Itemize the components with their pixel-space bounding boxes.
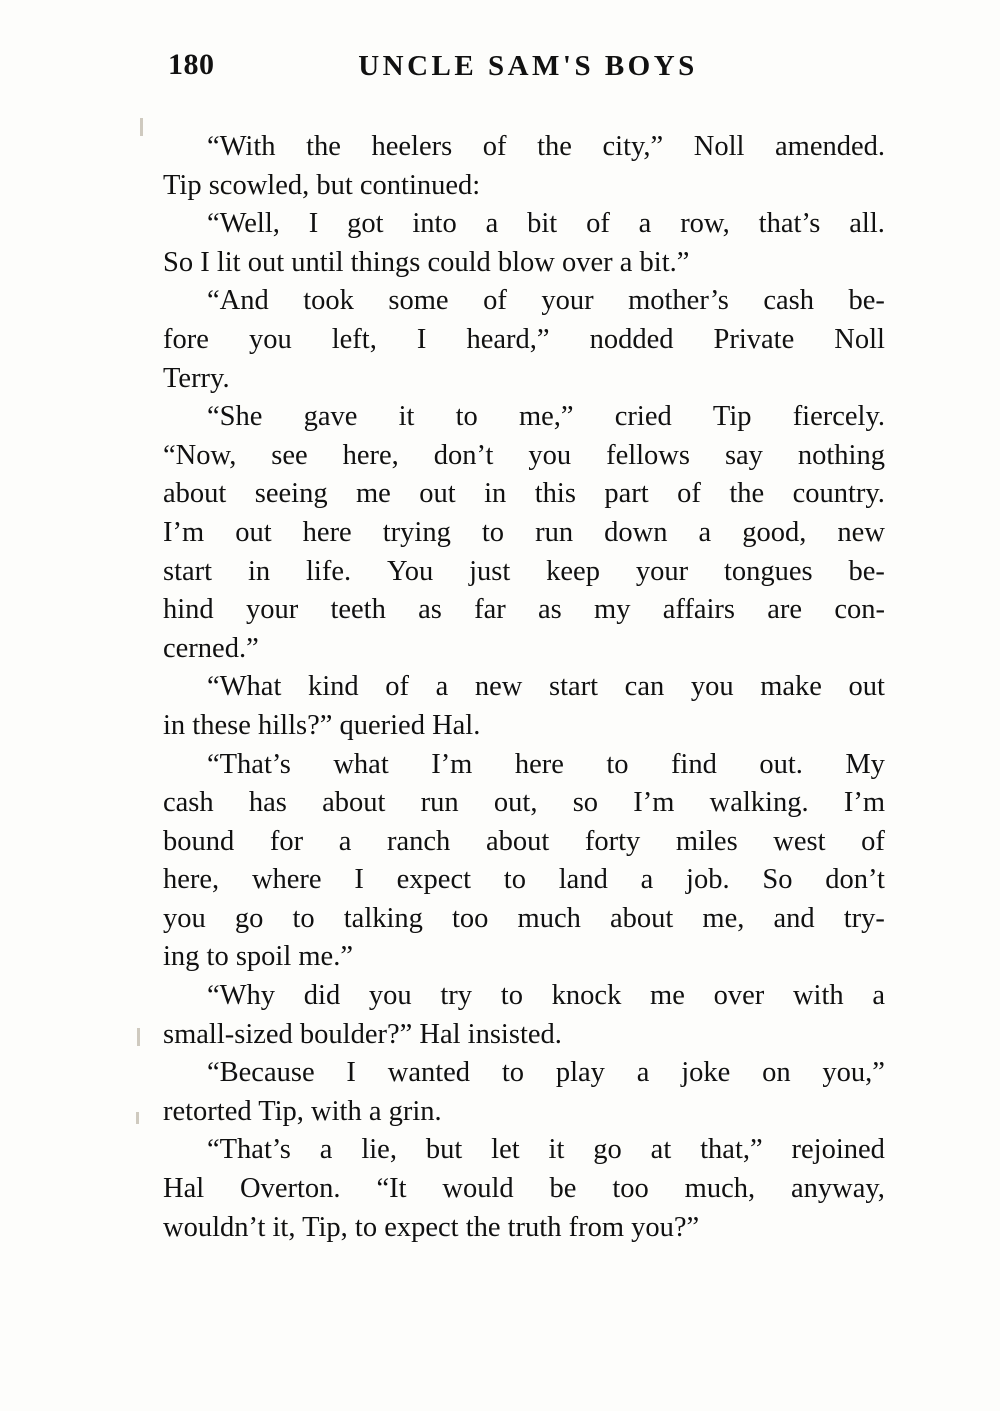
text-line: cerned.” [163,632,259,664]
text-line: Terry. [163,362,230,394]
page-body [163,128,885,1247]
text-line: “What kind of a new start can you make out [207,671,885,703]
text-line: “She gave it to me,” cried Tip fiercely. [207,401,885,433]
text-line: “Well, I got into a bit of a row, that’s all. [207,208,885,240]
text-line: “That’s what I’m here to find out. My [207,748,885,780]
text-line: So I lit out until things could blow over a bit.” [163,246,690,278]
text-line: wouldn’t it, Tip, to expect the truth from you?” [163,1211,700,1243]
paragraph [163,1131,885,1247]
margin-speck-top [140,118,143,136]
text-line: you go to talking too much about me, and try- [163,902,885,934]
text-line: Hal Overton. “It would be too much, anyway, [163,1173,885,1205]
text-line: hind your teeth as far as my affairs are con- [163,594,885,626]
paragraph [163,977,885,1054]
text-line: “That’s a lie, but let it go at that,” rejoined [207,1134,885,1166]
text-line: about seeing me out in this part of the country. [163,478,885,510]
page-header [168,48,888,92]
text-line: “Because I wanted to play a joke on you,” [207,1057,885,1089]
page-number: 180 [168,48,215,81]
text-line: “With the heelers of the city,” Noll amended. [207,131,885,162]
text-line: cash has about run out, so I’m walking. I’m [163,787,885,819]
margin-speck-mid [137,1028,140,1046]
text-line: fore you left, I heard,” nodded Private Noll [163,323,885,355]
paragraph [163,128,885,205]
text-line: Tip scowled, but continued: [163,169,481,201]
text-line: bound for a ranch about forty miles west of [163,825,885,857]
text-line: I’m out here trying to run down a good, new [163,516,885,548]
paragraph [163,1054,885,1131]
paragraph [163,282,885,398]
text-line: “Now, see here, don’t you fellows say nothing [163,439,885,471]
paragraph [163,205,885,282]
text-line: in these hills?” queried Hal. [163,709,481,741]
paragraph [163,746,885,978]
text-line: here, where I expect to land a job. So don’t [163,864,885,896]
running-title: UNCLE SAM'S BOYS [358,50,698,82]
text-line: ing to spoil me.” [163,941,353,973]
text-line: start in life. You just keep your tongues be- [163,555,885,587]
text-line: “And took some of your mother’s cash be- [207,285,885,317]
paragraph [163,668,885,745]
margin-speck-low [136,1112,139,1124]
text-line: “Why did you try to knock me over with a [207,980,885,1012]
text-line: small-sized boulder?” Hal insisted. [163,1018,562,1050]
paragraph [163,398,885,668]
text-line: retorted Tip, with a grin. [163,1095,442,1127]
